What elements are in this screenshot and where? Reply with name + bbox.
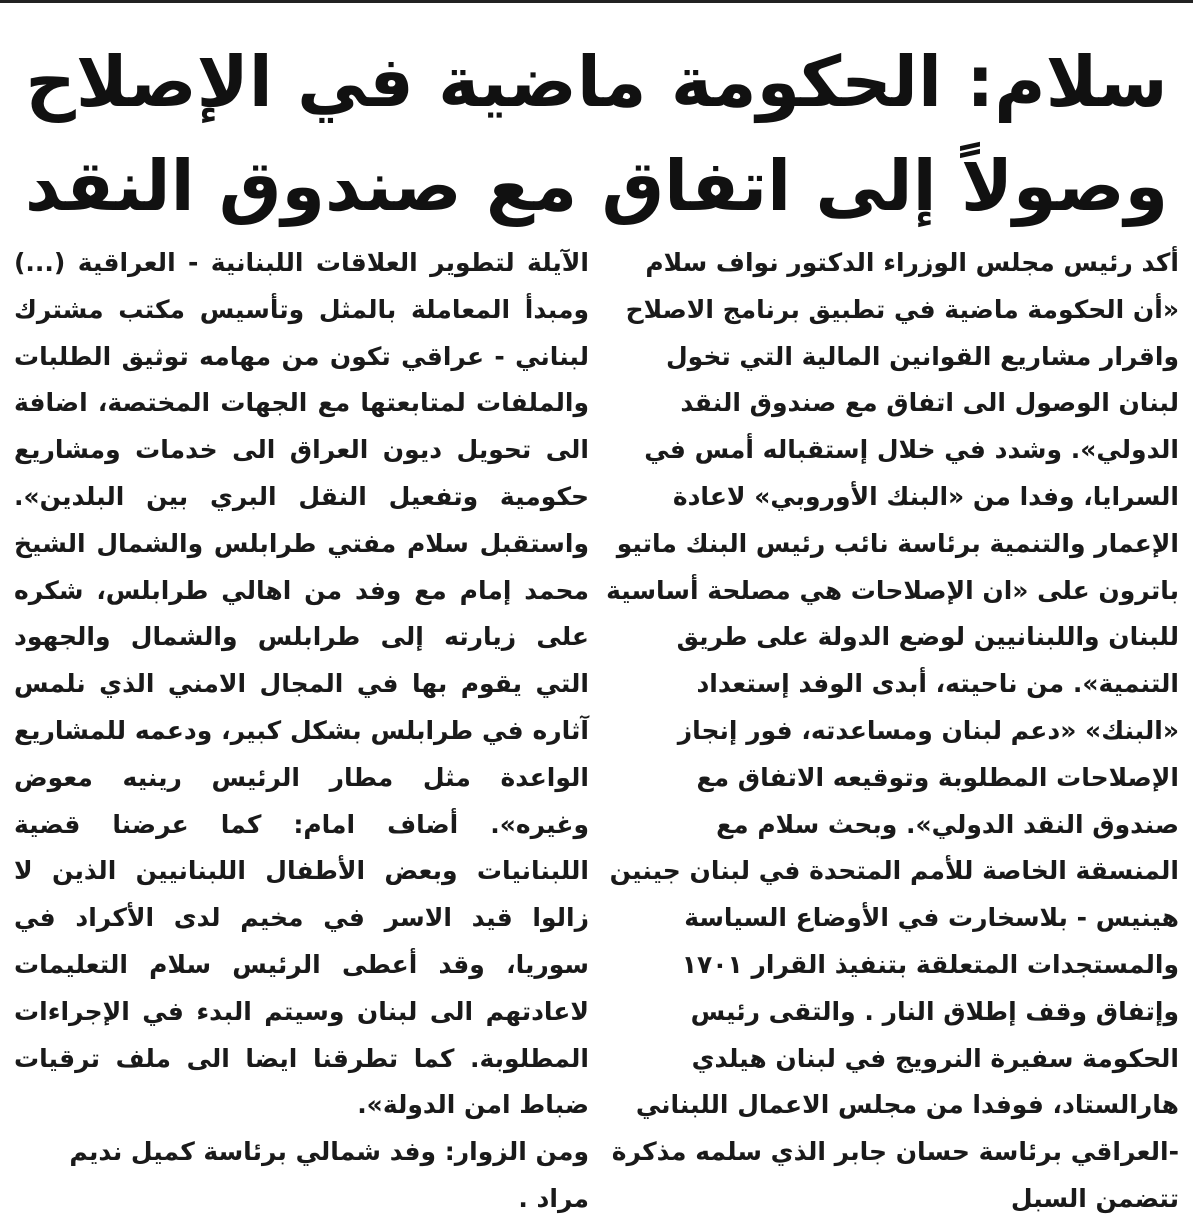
article-paragraph: أكد رئيس مجلس الوزراء الدكتور نواف سلام «أن الحكومة ماضية في تطبيق برنامج الاصلاح واقرار مشاريع القوانين المالية التي تخول لبنان الوصول الى اتفاق مع صندوق النقد الدولي». وشدد في خلال إستقباله أمس في السرايا، وفدا من «البنك الأوروبي» لاعادة الإعمار والتنمية برئاسة نائب رئيس البنك ماتيو باترون على «ان الإصلاحات هي مصلحة أساسية للبنان واللبنانيين لوضع الدولة على طريق التنمية». من ناحيته، أبدى الوفد إستعداد «البنك» «دعم لبنان ومساعدته، فور إنجاز الإصلاحات المطلوبة وتوقيعه الاتفاق مع صندوق النقد الدولي». وبحث سلام مع المنسقة الخاصة للأمم المتحدة في لبنان جينين هينيس - بلاسخارت في الأوضاع السياسة والمستجدات المتعلقة بتنفيذ القرار ١٧٠١ وإتفاق وقف إطلاق النار . والتقى رئيس الحكومة سفيرة النرويج في لبنان هيلدي هارالستاد، فوفدا من مجلس الاعمال اللبناني -العراقي برئاسة حسان جابر الذي سلمه مذكرة تتضمن السبل [606, 248, 1179, 1213]
article-paragraph: الآيلة لتطوير العلاقات اللبنانية - العراقية (...) ومبدأ المعاملة بالمثل وتأسيس مكتب مشترك لبناني - عراقي تكون من مهامه توثيق الطلبات والملفات لمتابعتها مع الجهات المختصة، اضافة الى تحويل ديون العراق الى خدمات ومشاريع حكومية وتفعيل النقل البري بين البلدين». واستقبل سلام مفتي طرابلس والشمال الشيخ محمد إمام مع وفد من اهالي طرابلس، شكره على زيارته إلى طرابلس والشمال والجهود التي يقوم بها في المجال الامني الذي نلمس آثاره في طرابلس بشكل كبير، ودعمه للمشاريع الواعدة مثل مطار الرئيس رينيه معوض وغيره». أضاف امام: كما عرضنا قضية اللبنانيات وبعض الأطفال اللبنانيين الذين لا زالوا قيد الاسر في مخيم لدى الأكراد في سوريا، وقد أعطى الرئيس سلام التعليمات لاعادتهم الى لبنان وسيتم البدء في الإجراءات المطلوبة. كما تطرقنا ايضا الى ملف ترقيات ضباط امن الدولة». [14, 248, 589, 1120]
headline [20, 30, 1173, 238]
article-paragraph-closing: ومن الزوار: وفد شمالي برئاسة كميل نديم مراد . [69, 1137, 589, 1213]
article-column-left [14, 240, 589, 1223]
top-rule [0, 0, 1193, 3]
headline-line-1: سلام: الحكومة ماضية في الإصلاح [25, 41, 1168, 123]
headline-line-2: وصولاً إلى اتفاق مع صندوق النقد [24, 145, 1169, 227]
article-column-right [604, 240, 1179, 1223]
